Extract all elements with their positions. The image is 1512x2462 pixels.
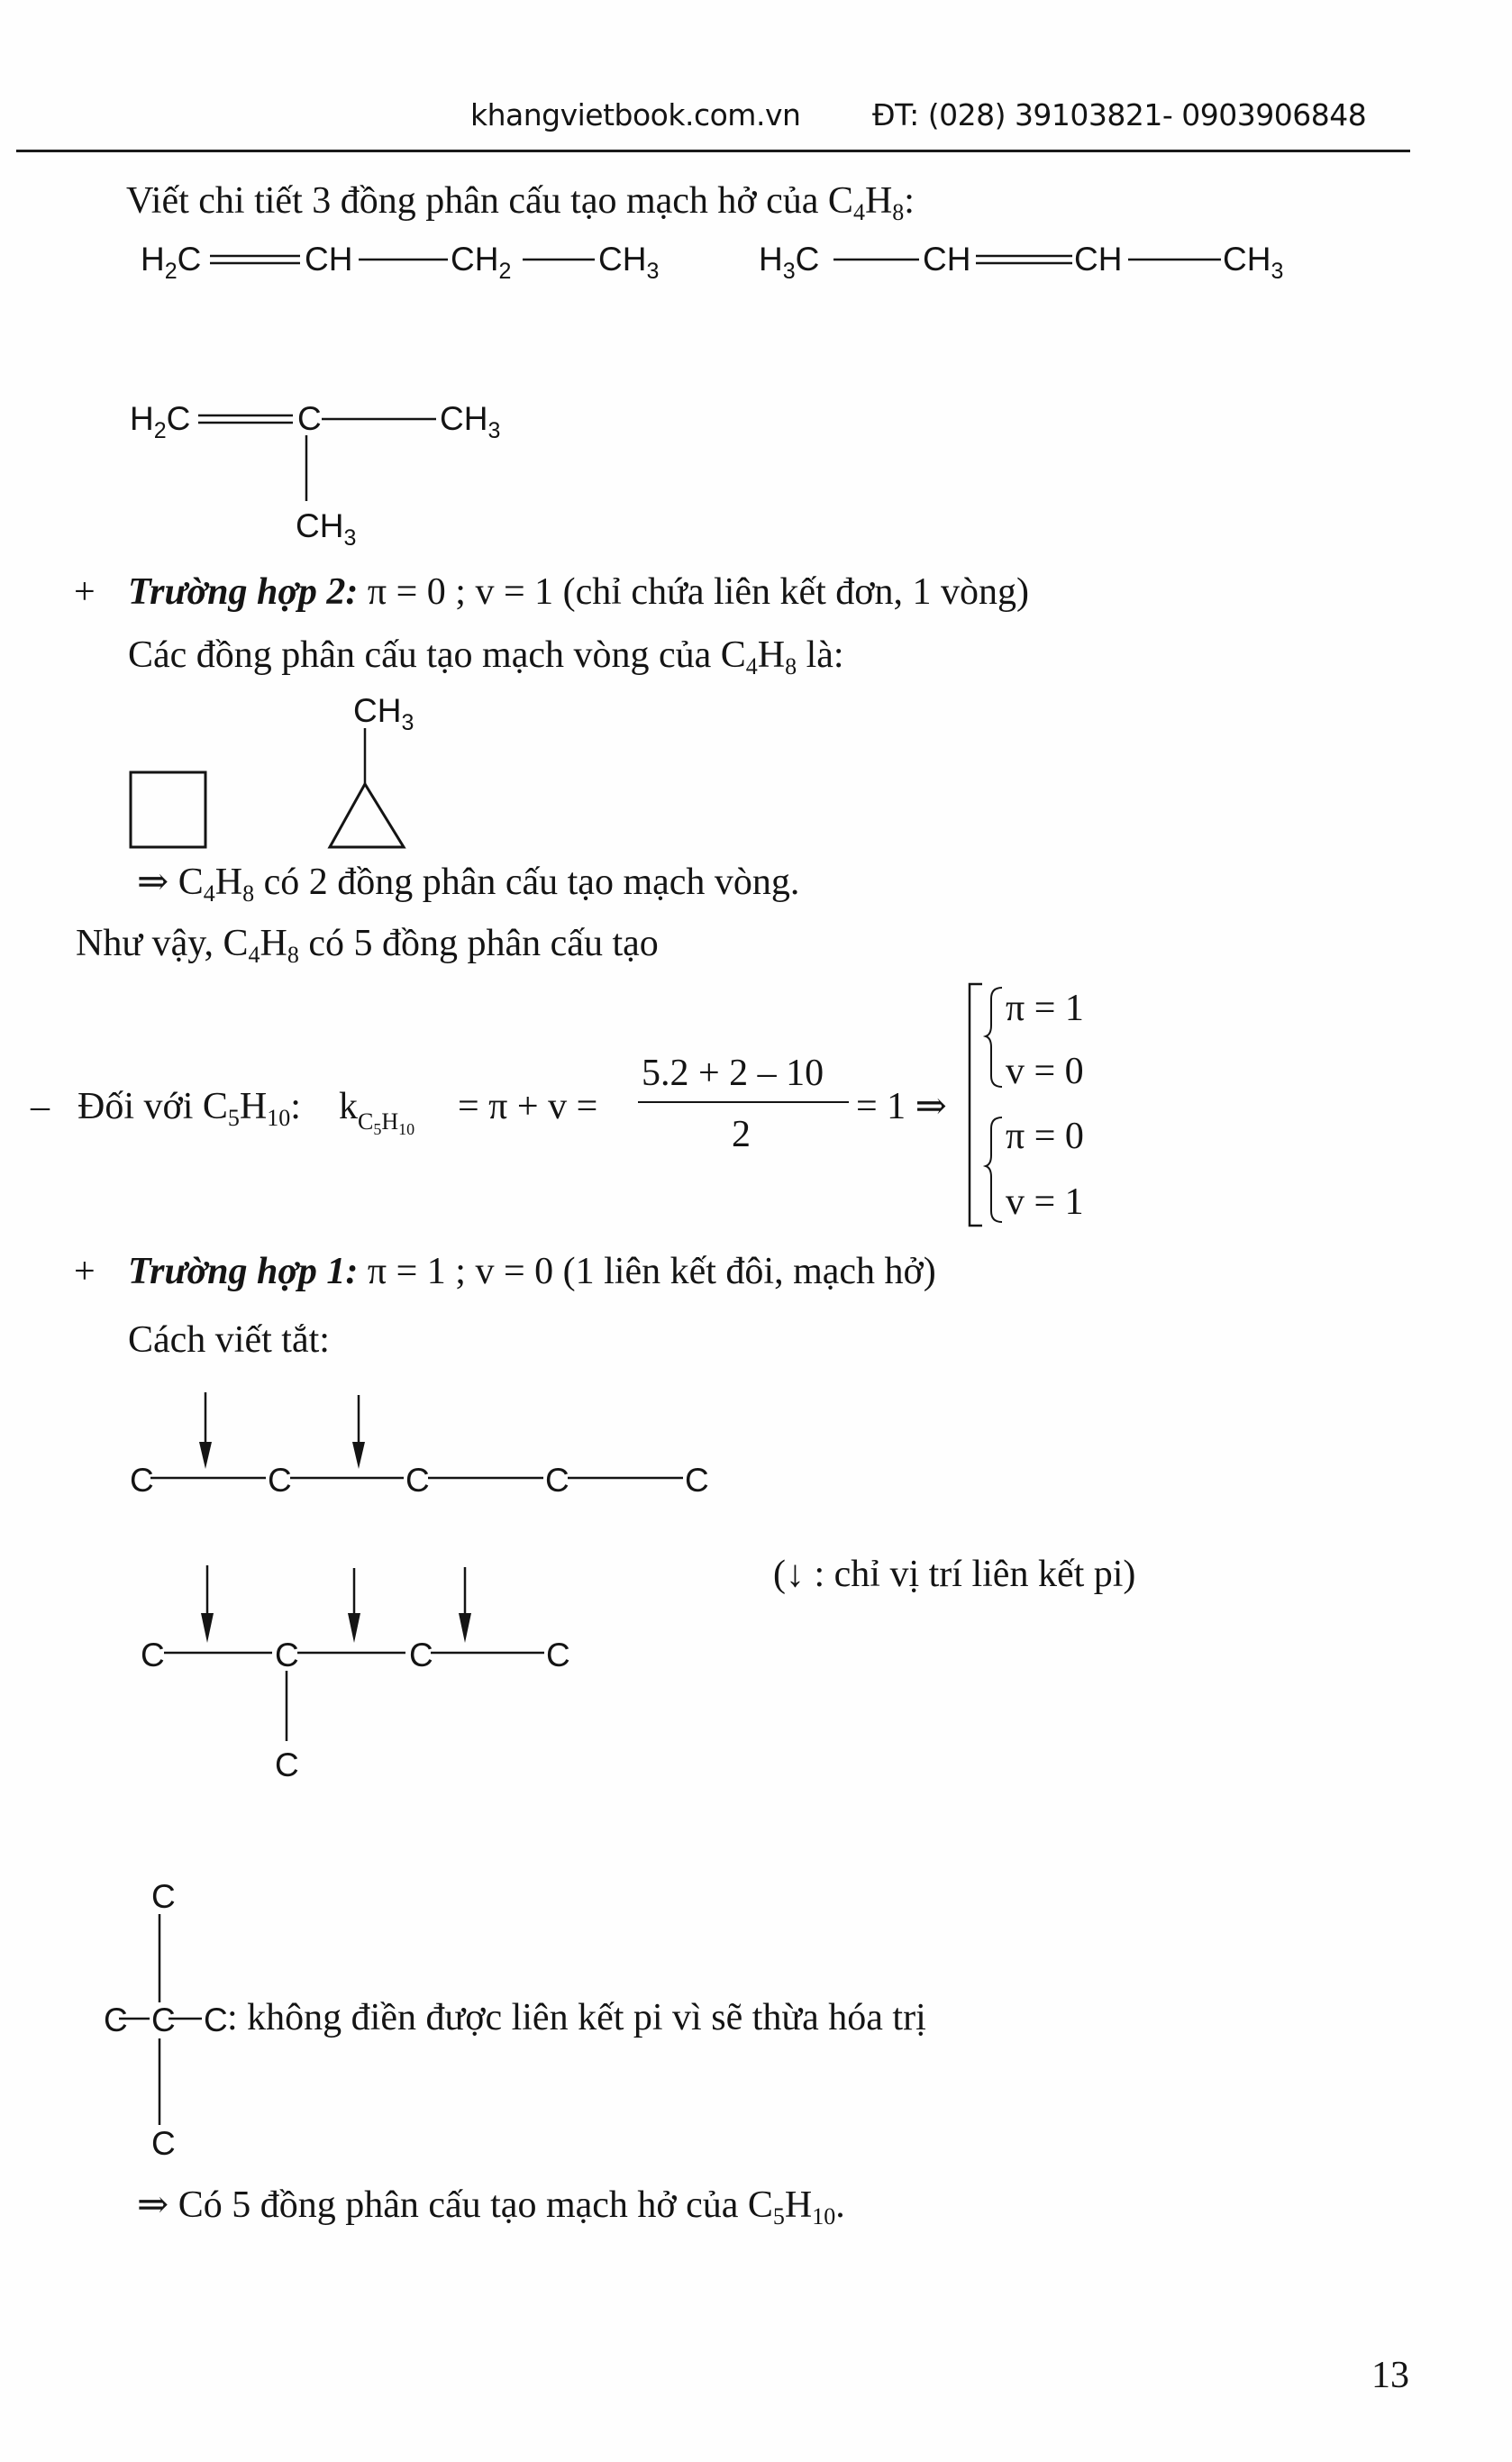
isomer3-atom-a: $H_2C$ (130, 400, 191, 443)
isomer3-atom-c: $CH_3$ (440, 400, 501, 443)
cyclic-conclusion: ⇒ $C_4H_8$ có 2 đồng phân cấu tạo mạch vòng. (137, 862, 800, 907)
system2-line1: π = 0 (1006, 1116, 1084, 1157)
isomer1-atom-d: $CH_3$ (598, 241, 660, 284)
summary: Như vậy, $C_4H_8$ có 5 đồng phân cấu tạo (76, 923, 659, 968)
brace-system-2 (986, 1117, 1002, 1222)
methylcyclopropane-label: $CH_3$ (353, 692, 414, 735)
c5h10-dash: – (31, 1086, 50, 1127)
fraction-denominator: 2 (732, 1114, 751, 1155)
chainC-atom-center: C (151, 2002, 176, 2038)
isomer2-atom-d: $CH_3$ (1223, 241, 1284, 284)
brace-system-1 (986, 988, 1002, 1087)
outer-bracket (970, 984, 982, 1226)
c5h10-conclusion: ⇒ Có 5 đồng phân cấu tạo mạch hở của $C_5H_{10}$. (137, 2184, 845, 2229)
case2-text: π = 0 ; v = 1 (chỉ chứa liên kết đơn, 1 vòng) (358, 571, 1029, 613)
chainC-atom-top: C (151, 1878, 176, 1915)
chainB-arrow-3-head (459, 1613, 471, 1643)
case1-text: π = 1 ; v = 0 (1 liên kết đôi, mạch hở) (358, 1251, 936, 1292)
chainC-atom-right: C (204, 2002, 228, 2038)
cyclobutane-ring (131, 772, 205, 847)
chainA-atom-3: C (405, 1462, 430, 1499)
intro-colon: : (904, 180, 915, 222)
chainB-atom-2: C (275, 1637, 299, 1673)
header-website: khangvietbook.com.vn (470, 97, 801, 132)
chainA-arrow-1-head (199, 1442, 212, 1469)
system1-line1: π = 1 (1006, 988, 1084, 1029)
chainB-atom-4: C (546, 1637, 570, 1673)
isomer3-atom-b: C (297, 400, 322, 437)
chainA-atom-4: C (545, 1462, 569, 1499)
chainC-atom-left: C (104, 2002, 128, 2038)
chainB-arrow-2-head (348, 1613, 360, 1643)
intro-sub: 4 (852, 199, 865, 225)
isomer2-atom-a: $H_3C$ (759, 241, 820, 284)
isomer3-branch: $CH_3$ (296, 507, 357, 551)
pi-note: (↓ : chỉ vị trí liên kết pi) (773, 1554, 1136, 1595)
case2-label: Trường hợp 2: (128, 571, 359, 613)
c5h10-lead: Đối với $C_5H_{10}$: (77, 1086, 301, 1131)
intro-sub: 8 (892, 199, 905, 225)
cyclic-intro: Các đồng phân cấu tạo mạch vòng của $C_4H_8$ là: (128, 634, 844, 679)
fraction-numerator: 5.2 + 2 – 10 (642, 1053, 824, 1094)
case2-bullet: + (74, 571, 96, 613)
equation-part1: = π + v = (458, 1086, 598, 1127)
shorthand-label: Cách viết tắt: (128, 1319, 330, 1361)
page-number: 13 (1371, 2355, 1409, 2396)
chainB-branch: C (275, 1746, 299, 1783)
quaternary-note: : không điền được liên kết pi vì sẽ thừa hóa trị (227, 1997, 926, 2038)
intro-text: Viết chi tiết 3 đồng phân cấu tạo mạch hở của C (126, 180, 853, 222)
cyclopropane-ring (330, 784, 404, 847)
isomer1-atom-c: $CH_2$ (451, 241, 512, 284)
chainC-atom-bottom: C (151, 2125, 176, 2162)
chainB-atom-3: C (409, 1637, 433, 1673)
chainA-arrow-2-head (352, 1442, 365, 1469)
header-phone: ĐT: (028) 39103821- 0903906848 (872, 97, 1367, 132)
case1-label: Trường hợp 1: (128, 1251, 359, 1292)
case1-bullet: + (74, 1251, 96, 1292)
chainA-atom-1: C (130, 1462, 154, 1499)
isomer2-atom-c: CH (1074, 241, 1123, 278)
intro-h: H (864, 180, 893, 222)
chainA-atom-5: C (685, 1462, 709, 1499)
system1-line2: v = 0 (1006, 1051, 1084, 1092)
system2-line2: v = 1 (1006, 1181, 1084, 1223)
k-symbol: $k_{C_5H_{10}}$ (339, 1086, 415, 1138)
isomer1-atom-a: $H_2C$ (141, 241, 202, 284)
chainB-arrow-1-head (201, 1613, 214, 1643)
isomer1-atom-b: CH (305, 241, 353, 278)
chainB-atom-1: C (141, 1637, 165, 1673)
isomer2-atom-b: CH (923, 241, 971, 278)
chainA-atom-2: C (268, 1462, 292, 1499)
equation-part2: = 1 ⇒ (856, 1086, 947, 1127)
